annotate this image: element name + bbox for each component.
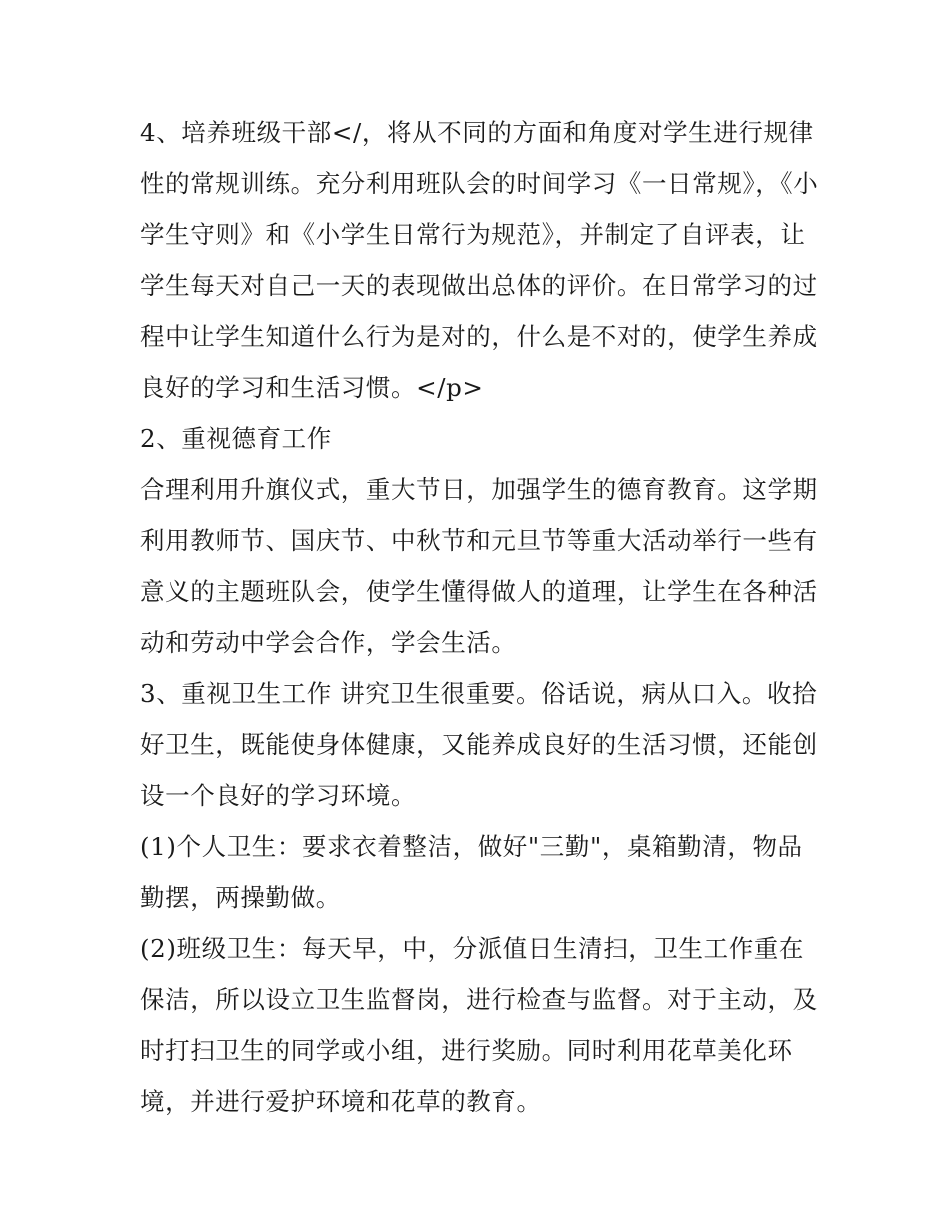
paragraph-class-hygiene: (2)班级卫生：每天早，中，分派值日生清扫，卫生工作重在保洁，所以设立卫生监督岗，进行检查与监督。对于主动，及时打扫卫生的同学或小组，进行奖励。同时利用花草美化环境，并进行爱护环境和花草的教育。 [140,934,818,1116]
document-body [140,107,820,1127]
paragraph-hygiene-work: 3、重视卫生工作 讲究卫生很重要。俗话说，病从口入。收拾好卫生，既能使身体健康，又能养成良好的生活习惯，还能创设一个良好的学习环境。 [140,679,818,810]
heading-moral-education: 2、重视德育工作 [140,424,332,453]
paragraph-moral-education: 合理利用升旗仪式，重大节日，加强学生的德育教育。这学期利用教师节、国庆节、中秋节和元旦节等重大活动举行一些有意义的主题班队会，使学生懂得做人的道理，让学生在各种活动和劳动中学会合作，学会生活。 [140,475,818,657]
paragraph-personal-hygiene: (1)个人卫生：要求衣着整洁，做好"三勤"，桌箱勤清，物品勤摆，两操勤做。 [140,832,803,912]
paragraph-class-cadre-training: 4、培养班级干部</，将从不同的方面和角度对学生进行规律性的常规训练。充分利用班队会的时间学习《一日常规》，《小学生守则》和《小学生日常行为规范》，并制定了自评表，让学生每天对自己一天的表现做出总体的评价。在日常学习的过程中让学生知道什么行为是对的，什么是不对的，使学生养成良好的学习和生活习惯。</p> [140,118,819,402]
